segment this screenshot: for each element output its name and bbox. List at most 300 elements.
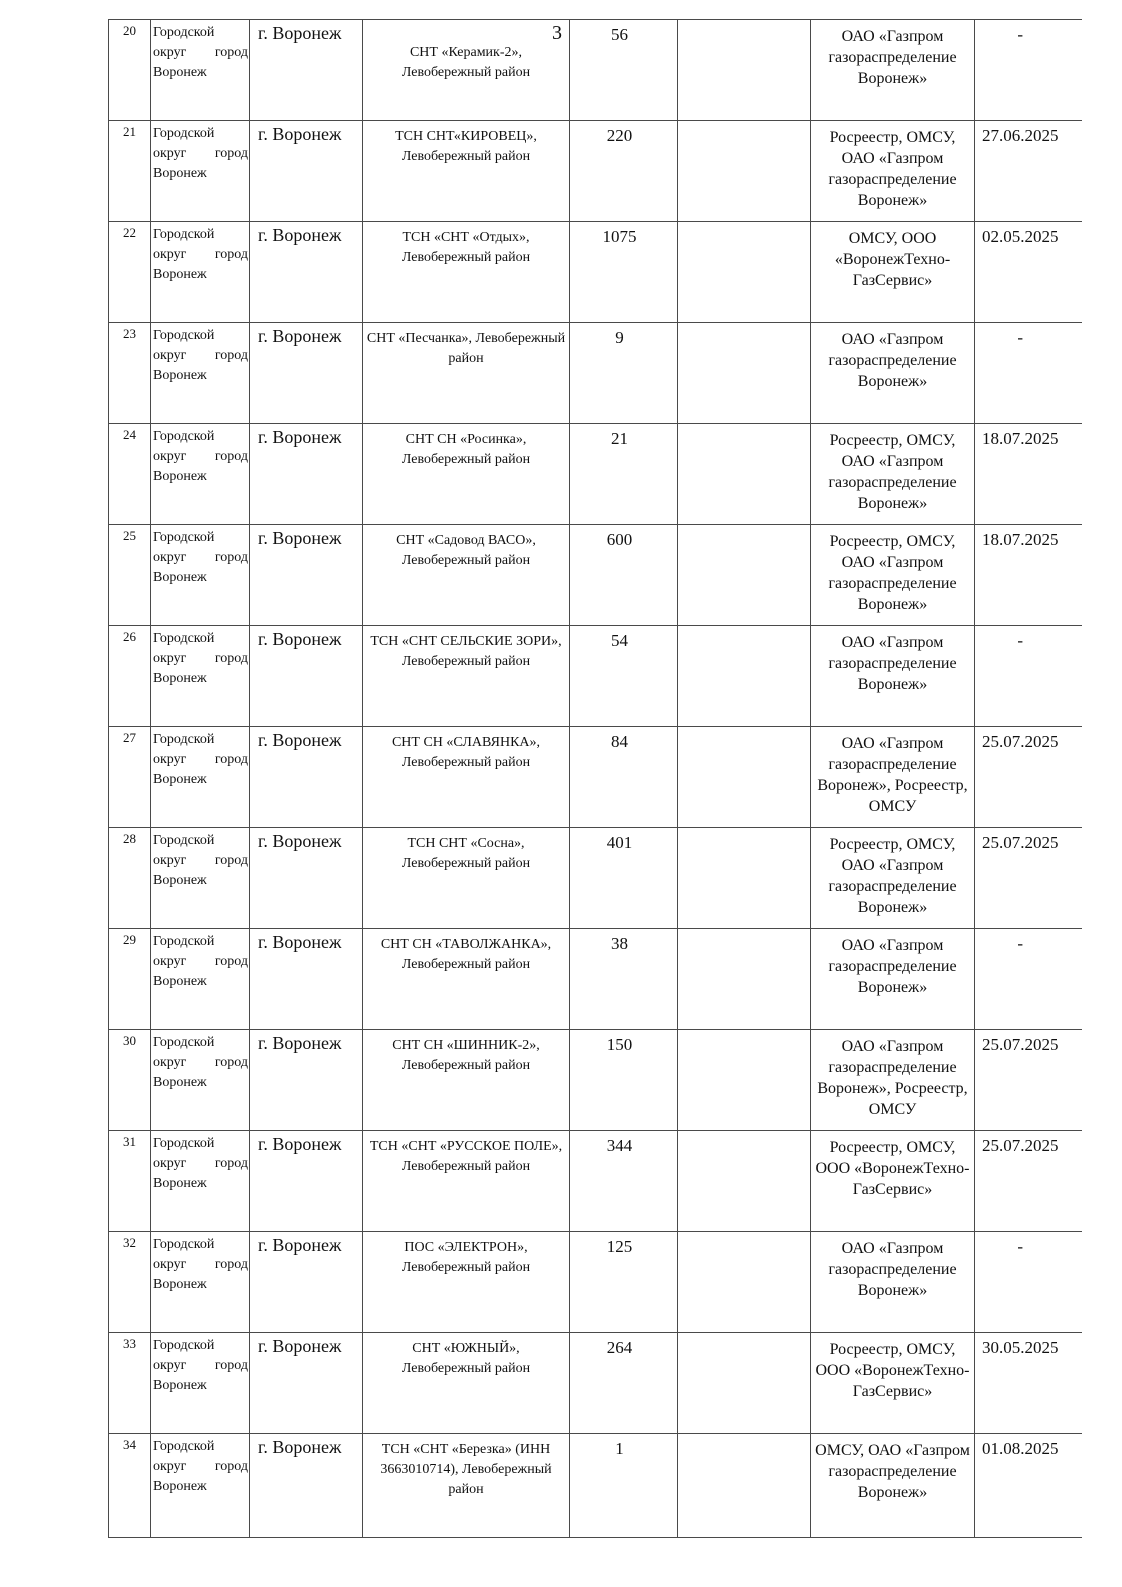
district-cell: [151, 929, 250, 1030]
empty-cell: [678, 626, 811, 727]
city-name: г. Воронеж: [258, 1437, 342, 1457]
organization-name: ТСН «СНТ «Отдых», Левобережный район: [401, 230, 531, 265]
count-cell: [570, 1232, 678, 1333]
agencies-cell: [811, 727, 975, 828]
row-number-cell: [109, 727, 151, 828]
empty-cell: [678, 1131, 811, 1232]
empty-cell: [678, 1232, 811, 1333]
empty-cell: [678, 1030, 811, 1131]
agencies-text: Росреестр, ОМСУ, ОАО «Газпром газораспределение Воронеж»: [828, 533, 957, 613]
city-cell: [250, 424, 363, 525]
district-word-3: город: [214, 1156, 248, 1171]
organization-name: СНТ «Керамик-2», Левобережный район: [401, 45, 531, 80]
district-word-2: округ: [153, 1055, 187, 1070]
city-name: г. Воронеж: [258, 23, 342, 43]
row-number: 29: [123, 932, 136, 947]
row-number-cell: [109, 1232, 151, 1333]
organization-name-cell: [363, 323, 570, 424]
city-name: г. Воронеж: [258, 831, 342, 851]
count-cell: [570, 424, 678, 525]
date-value: -: [1017, 631, 1024, 650]
row-number-cell: [109, 828, 151, 929]
district-word-4: Воронеж: [153, 873, 207, 888]
organization-name-cell: [363, 1131, 570, 1232]
district-line-2: [153, 750, 248, 770]
district-line-2: [153, 447, 248, 467]
city-name: г. Воронеж: [258, 1235, 342, 1255]
district-line-2: [153, 1255, 248, 1275]
district-word-4: Воронеж: [153, 974, 207, 989]
agencies-cell: [811, 525, 975, 626]
district-word-3: город: [214, 1358, 248, 1373]
date-value: 27.06.2025: [982, 126, 1059, 145]
organization-name-cell: [363, 20, 570, 121]
agencies-text: ОАО «Газпром газораспределение Воронеж», Росреестр, ОМСУ: [817, 1038, 968, 1118]
district-line-2: [153, 245, 248, 265]
city-cell: [250, 1232, 363, 1333]
count-value: 264: [606, 1338, 633, 1357]
district-word-4: Воронеж: [153, 1378, 207, 1393]
empty-cell: [678, 1434, 811, 1538]
row-number: 32: [123, 1235, 136, 1250]
agencies-text: Росреестр, ОМСУ, ОАО «Газпром газораспределение Воронеж»: [828, 129, 957, 209]
agencies-text: Росреестр, ОМСУ, ООО «ВоронежТехно-ГазСервис»: [815, 1341, 970, 1400]
district-word-3: город: [214, 1055, 248, 1070]
count-cell: [570, 1030, 678, 1131]
district-word-2: округ: [153, 146, 187, 161]
count-value: 54: [611, 631, 628, 650]
row-number-cell: [109, 1333, 151, 1434]
empty-cell: [678, 323, 811, 424]
row-number-cell: [109, 323, 151, 424]
district-word-3: город: [214, 348, 248, 363]
row-number-cell: [109, 626, 151, 727]
count-cell: [570, 1333, 678, 1434]
table-row: [109, 929, 1082, 1030]
district-word-2: округ: [153, 1156, 187, 1171]
row-number: 31: [123, 1134, 136, 1149]
count-cell: [570, 20, 678, 121]
district-word-4: Воронеж: [153, 368, 207, 383]
city-name: г. Воронеж: [258, 1134, 342, 1154]
date-cell: [975, 1030, 1082, 1131]
date-value: 01.08.2025: [982, 1439, 1059, 1458]
organization-name: ТСН СНТ«КИРОВЕЦ», Левобережный район: [395, 129, 537, 164]
count-value: 344: [606, 1136, 633, 1155]
date-cell: [975, 222, 1082, 323]
district-cell: [151, 626, 250, 727]
city-name: г. Воронеж: [258, 528, 342, 548]
district-word-4: Воронеж: [153, 65, 207, 80]
district-cell: [151, 222, 250, 323]
city-cell: [250, 828, 363, 929]
district-word-2: округ: [153, 348, 187, 363]
agencies-cell: [811, 1333, 975, 1434]
city-cell: [250, 121, 363, 222]
date-cell: [975, 20, 1082, 121]
agencies-text: ОАО «Газпром газораспределение Воронеж»: [828, 28, 957, 87]
row-number: 33: [123, 1336, 136, 1351]
district-word-2: округ: [153, 1459, 187, 1474]
district-line-2: [153, 548, 248, 568]
district-cell: [151, 828, 250, 929]
agencies-cell: [811, 626, 975, 727]
agencies-cell: [811, 323, 975, 424]
district-word-2: округ: [153, 247, 187, 262]
agencies-cell: [811, 1131, 975, 1232]
agencies-text: Росреестр, ОМСУ, ОАО «Газпром газораспределение Воронеж»: [828, 432, 957, 512]
agencies-cell: [811, 1232, 975, 1333]
district-word-4: Воронеж: [153, 166, 207, 181]
district-word-3: город: [214, 752, 248, 767]
district-word-2: округ: [153, 45, 187, 60]
city-name: г. Воронеж: [258, 427, 342, 447]
city-cell: [250, 525, 363, 626]
district-cell: [151, 1131, 250, 1232]
empty-cell: [678, 424, 811, 525]
row-number-cell: [109, 929, 151, 1030]
row-number: 24: [123, 427, 136, 442]
district-word-1: Городской: [153, 732, 215, 747]
agencies-cell: [811, 121, 975, 222]
district-word-1: Городской: [153, 631, 215, 646]
count-cell: [570, 525, 678, 626]
count-value: 1: [615, 1439, 624, 1458]
city-cell: [250, 1434, 363, 1538]
agencies-text: Росреестр, ОМСУ, ООО «ВоронежТехно-ГазСервис»: [815, 1139, 970, 1198]
table-row: [109, 121, 1082, 222]
organization-name: СНТ СН «СЛАВЯНКА», Левобережный район: [391, 735, 541, 770]
district-cell: [151, 727, 250, 828]
organization-name-cell: [363, 525, 570, 626]
organization-name-cell: [363, 929, 570, 1030]
empty-cell: [678, 929, 811, 1030]
city-name: г. Воронеж: [258, 326, 342, 346]
city-cell: [250, 1333, 363, 1434]
city-name: г. Воронеж: [258, 932, 342, 952]
district-line-2: [153, 346, 248, 366]
date-value: -: [1017, 934, 1024, 953]
count-value: 125: [606, 1237, 633, 1256]
row-number: 21: [123, 124, 136, 139]
table-row: [109, 525, 1082, 626]
organization-name-cell: [363, 424, 570, 525]
count-cell: [570, 1434, 678, 1538]
agencies-text: ОАО «Газпром газораспределение Воронеж», Росреестр, ОМСУ: [817, 735, 968, 815]
row-number: 30: [123, 1033, 136, 1048]
organization-name: СНТ «ЮЖНЫЙ», Левобережный район: [401, 1341, 531, 1376]
district-word-1: Городской: [153, 429, 215, 444]
date-value: 25.07.2025: [982, 732, 1059, 751]
district-cell: [151, 1232, 250, 1333]
agencies-text: ОАО «Газпром газораспределение Воронеж»: [828, 634, 957, 693]
agencies-cell: [811, 424, 975, 525]
city-name: г. Воронеж: [258, 1033, 342, 1053]
city-name: г. Воронеж: [258, 629, 342, 649]
empty-cell: [678, 828, 811, 929]
district-line-2: [153, 43, 248, 63]
district-word-1: Городской: [153, 1136, 215, 1151]
date-cell: [975, 323, 1082, 424]
district-word-3: город: [214, 954, 248, 969]
district-word-1: Городской: [153, 530, 215, 545]
district-word-1: Городской: [153, 1237, 215, 1252]
count-cell: [570, 929, 678, 1030]
count-cell: [570, 828, 678, 929]
row-number: 25: [123, 528, 136, 543]
organization-name-cell: [363, 1232, 570, 1333]
count-value: 21: [611, 429, 628, 448]
date-value: 25.07.2025: [982, 1035, 1059, 1054]
date-value: 30.05.2025: [982, 1338, 1059, 1357]
district-word-3: город: [214, 853, 248, 868]
agencies-text: Росреестр, ОМСУ, ОАО «Газпром газораспределение Воронеж»: [828, 836, 957, 916]
district-word-2: округ: [153, 954, 187, 969]
date-cell: [975, 121, 1082, 222]
agencies-cell: [811, 20, 975, 121]
page-number: 3: [552, 22, 562, 44]
date-value: 18.07.2025: [982, 429, 1059, 448]
organization-name: ТСН «СНТ «РУССКОЕ ПОЛЕ», Левобережный район: [369, 1139, 563, 1174]
district-word-4: Воронеж: [153, 1479, 207, 1494]
district-word-1: Городской: [153, 126, 215, 141]
count-cell: [570, 727, 678, 828]
count-cell: [570, 121, 678, 222]
district-word-4: Воронеж: [153, 1277, 207, 1292]
data-table: [108, 19, 1082, 1538]
table-row: [109, 20, 1082, 121]
table-row: [109, 1131, 1082, 1232]
count-value: 1075: [602, 227, 637, 246]
district-word-1: Городской: [153, 833, 215, 848]
table-row: [109, 1232, 1082, 1333]
table-row: [109, 727, 1082, 828]
date-cell: [975, 525, 1082, 626]
district-word-4: Воронеж: [153, 1176, 207, 1191]
count-value: 150: [606, 1035, 633, 1054]
row-number-cell: [109, 1030, 151, 1131]
district-line-2: [153, 1457, 248, 1477]
agencies-text: ОМСУ, ООО «ВоронежТехно-ГазСервис»: [834, 230, 951, 289]
date-value: 02.05.2025: [982, 227, 1059, 246]
district-word-2: округ: [153, 1257, 187, 1272]
row-number-cell: [109, 222, 151, 323]
city-cell: [250, 929, 363, 1030]
district-word-1: Городской: [153, 934, 215, 949]
organization-name-cell: [363, 1434, 570, 1538]
empty-cell: [678, 20, 811, 121]
date-cell: [975, 1434, 1082, 1538]
district-word-3: город: [214, 449, 248, 464]
count-value: 220: [606, 126, 633, 145]
agencies-text: ОАО «Газпром газораспределение Воронеж»: [828, 331, 957, 390]
city-cell: [250, 222, 363, 323]
city-name: г. Воронеж: [258, 225, 342, 245]
organization-name: ТСН «СНТ СЕЛЬСКИЕ ЗОРИ», Левобережный район: [370, 634, 562, 669]
district-cell: [151, 323, 250, 424]
organization-name-cell: [363, 828, 570, 929]
count-value: 38: [611, 934, 628, 953]
district-cell: [151, 1030, 250, 1131]
date-cell: [975, 828, 1082, 929]
city-cell: [250, 727, 363, 828]
organization-name-cell: [363, 1333, 570, 1434]
district-cell: [151, 121, 250, 222]
row-number-cell: [109, 1434, 151, 1538]
agencies-text: ОМСУ, ОАО «Газпром газораспределение Воронеж»: [815, 1442, 970, 1501]
district-line-2: [153, 1356, 248, 1376]
date-cell: [975, 1232, 1082, 1333]
count-cell: [570, 1131, 678, 1232]
row-number-cell: [109, 121, 151, 222]
table-row: [109, 1434, 1082, 1538]
organization-name: ТСН СНТ «Сосна», Левобережный район: [401, 836, 531, 871]
row-number-cell: [109, 525, 151, 626]
count-value: 84: [611, 732, 628, 751]
row-number: 34: [123, 1437, 136, 1452]
district-word-3: город: [214, 651, 248, 666]
table-body: [109, 20, 1082, 1538]
date-cell: [975, 1131, 1082, 1232]
empty-cell: [678, 222, 811, 323]
date-cell: [975, 424, 1082, 525]
city-cell: [250, 1030, 363, 1131]
district-word-1: Городской: [153, 25, 215, 40]
city-cell: [250, 323, 363, 424]
organization-name: СНТ СН «ШИННИК-2», Левобережный район: [392, 1038, 540, 1073]
empty-cell: [678, 1333, 811, 1434]
row-number: 23: [123, 326, 136, 341]
date-value: 25.07.2025: [982, 1136, 1059, 1155]
agencies-cell: [811, 1030, 975, 1131]
district-cell: [151, 1434, 250, 1538]
organization-name: СНТ «Песчанка», Левобережный район: [366, 331, 566, 366]
district-word-3: город: [214, 550, 248, 565]
district-word-4: Воронеж: [153, 469, 207, 484]
district-word-3: город: [214, 1257, 248, 1272]
district-word-2: округ: [153, 752, 187, 767]
row-number-cell: [109, 424, 151, 525]
district-line-2: [153, 851, 248, 871]
district-word-2: округ: [153, 853, 187, 868]
row-number: 20: [123, 23, 136, 38]
table-row: [109, 222, 1082, 323]
city-name: г. Воронеж: [258, 730, 342, 750]
date-value: -: [1017, 1237, 1024, 1256]
district-word-1: Городской: [153, 227, 215, 242]
date-cell: [975, 727, 1082, 828]
count-cell: [570, 323, 678, 424]
district-line-2: [153, 1053, 248, 1073]
city-name: г. Воронеж: [258, 1336, 342, 1356]
city-cell: [250, 20, 363, 121]
count-value: 600: [606, 530, 633, 549]
empty-cell: [678, 727, 811, 828]
organization-name: СНТ СН «ТАВОЛЖАНКА», Левобережный район: [380, 937, 552, 972]
agencies-cell: [811, 929, 975, 1030]
count-cell: [570, 626, 678, 727]
date-value: 25.07.2025: [982, 833, 1059, 852]
city-cell: [250, 626, 363, 727]
district-cell: [151, 1333, 250, 1434]
organization-name-cell: [363, 1030, 570, 1131]
district-word-2: округ: [153, 550, 187, 565]
date-cell: [975, 1333, 1082, 1434]
organization-name-cell: [363, 222, 570, 323]
district-word-3: город: [214, 247, 248, 262]
count-value: 401: [606, 833, 633, 852]
table-row: [109, 626, 1082, 727]
district-word-4: Воронеж: [153, 267, 207, 282]
organization-name: ТСН «СНТ «Березка» (ИНН 3663010714), Левобережный район: [380, 1442, 552, 1497]
district-word-4: Воронеж: [153, 1075, 207, 1090]
table-row: [109, 1333, 1082, 1434]
count-value: 9: [615, 328, 624, 347]
agencies-text: ОАО «Газпром газораспределение Воронеж»: [828, 1240, 957, 1299]
district-word-2: округ: [153, 651, 187, 666]
district-line-2: [153, 952, 248, 972]
row-number: 28: [123, 831, 136, 846]
date-cell: [975, 929, 1082, 1030]
organization-name-cell: [363, 626, 570, 727]
count-value: 56: [611, 25, 628, 44]
district-word-1: Городской: [153, 1439, 215, 1454]
row-number: 22: [123, 225, 136, 240]
district-cell: [151, 525, 250, 626]
district-cell: [151, 424, 250, 525]
district-word-2: округ: [153, 449, 187, 464]
table-row: [109, 323, 1082, 424]
district-word-4: Воронеж: [153, 772, 207, 787]
row-number: 27: [123, 730, 136, 745]
date-value: 18.07.2025: [982, 530, 1059, 549]
date-cell: [975, 626, 1082, 727]
agencies-text: ОАО «Газпром газораспределение Воронеж»: [828, 937, 957, 996]
agencies-cell: [811, 1434, 975, 1538]
district-word-3: город: [214, 146, 248, 161]
district-word-1: Городской: [153, 328, 215, 343]
district-word-4: Воронеж: [153, 671, 207, 686]
city-name: г. Воронеж: [258, 124, 342, 144]
district-word-4: Воронеж: [153, 570, 207, 585]
row-number: 26: [123, 629, 136, 644]
table-row: [109, 424, 1082, 525]
district-line-2: [153, 144, 248, 164]
district-word-1: Городской: [153, 1035, 215, 1050]
organization-name-cell: [363, 727, 570, 828]
table-row: [109, 1030, 1082, 1131]
city-cell: [250, 1131, 363, 1232]
organization-name: ПОС «ЭЛЕКТРОН», Левобережный район: [401, 1240, 531, 1275]
date-value: -: [1017, 25, 1024, 44]
empty-cell: [678, 525, 811, 626]
agencies-cell: [811, 828, 975, 929]
agencies-cell: [811, 222, 975, 323]
empty-cell: [678, 121, 811, 222]
organization-name-cell: [363, 121, 570, 222]
district-word-2: округ: [153, 1358, 187, 1373]
district-word-1: Городской: [153, 1338, 215, 1353]
organization-name: СНТ «Садовод ВАСО», Левобережный район: [396, 533, 536, 568]
organization-name: СНТ СН «Росинка», Левобережный район: [401, 432, 531, 467]
district-word-3: город: [214, 1459, 248, 1474]
district-word-3: город: [214, 45, 248, 60]
table-row: [109, 828, 1082, 929]
district-cell: [151, 20, 250, 121]
district-line-2: [153, 649, 248, 669]
date-value: -: [1017, 328, 1024, 347]
count-cell: [570, 222, 678, 323]
